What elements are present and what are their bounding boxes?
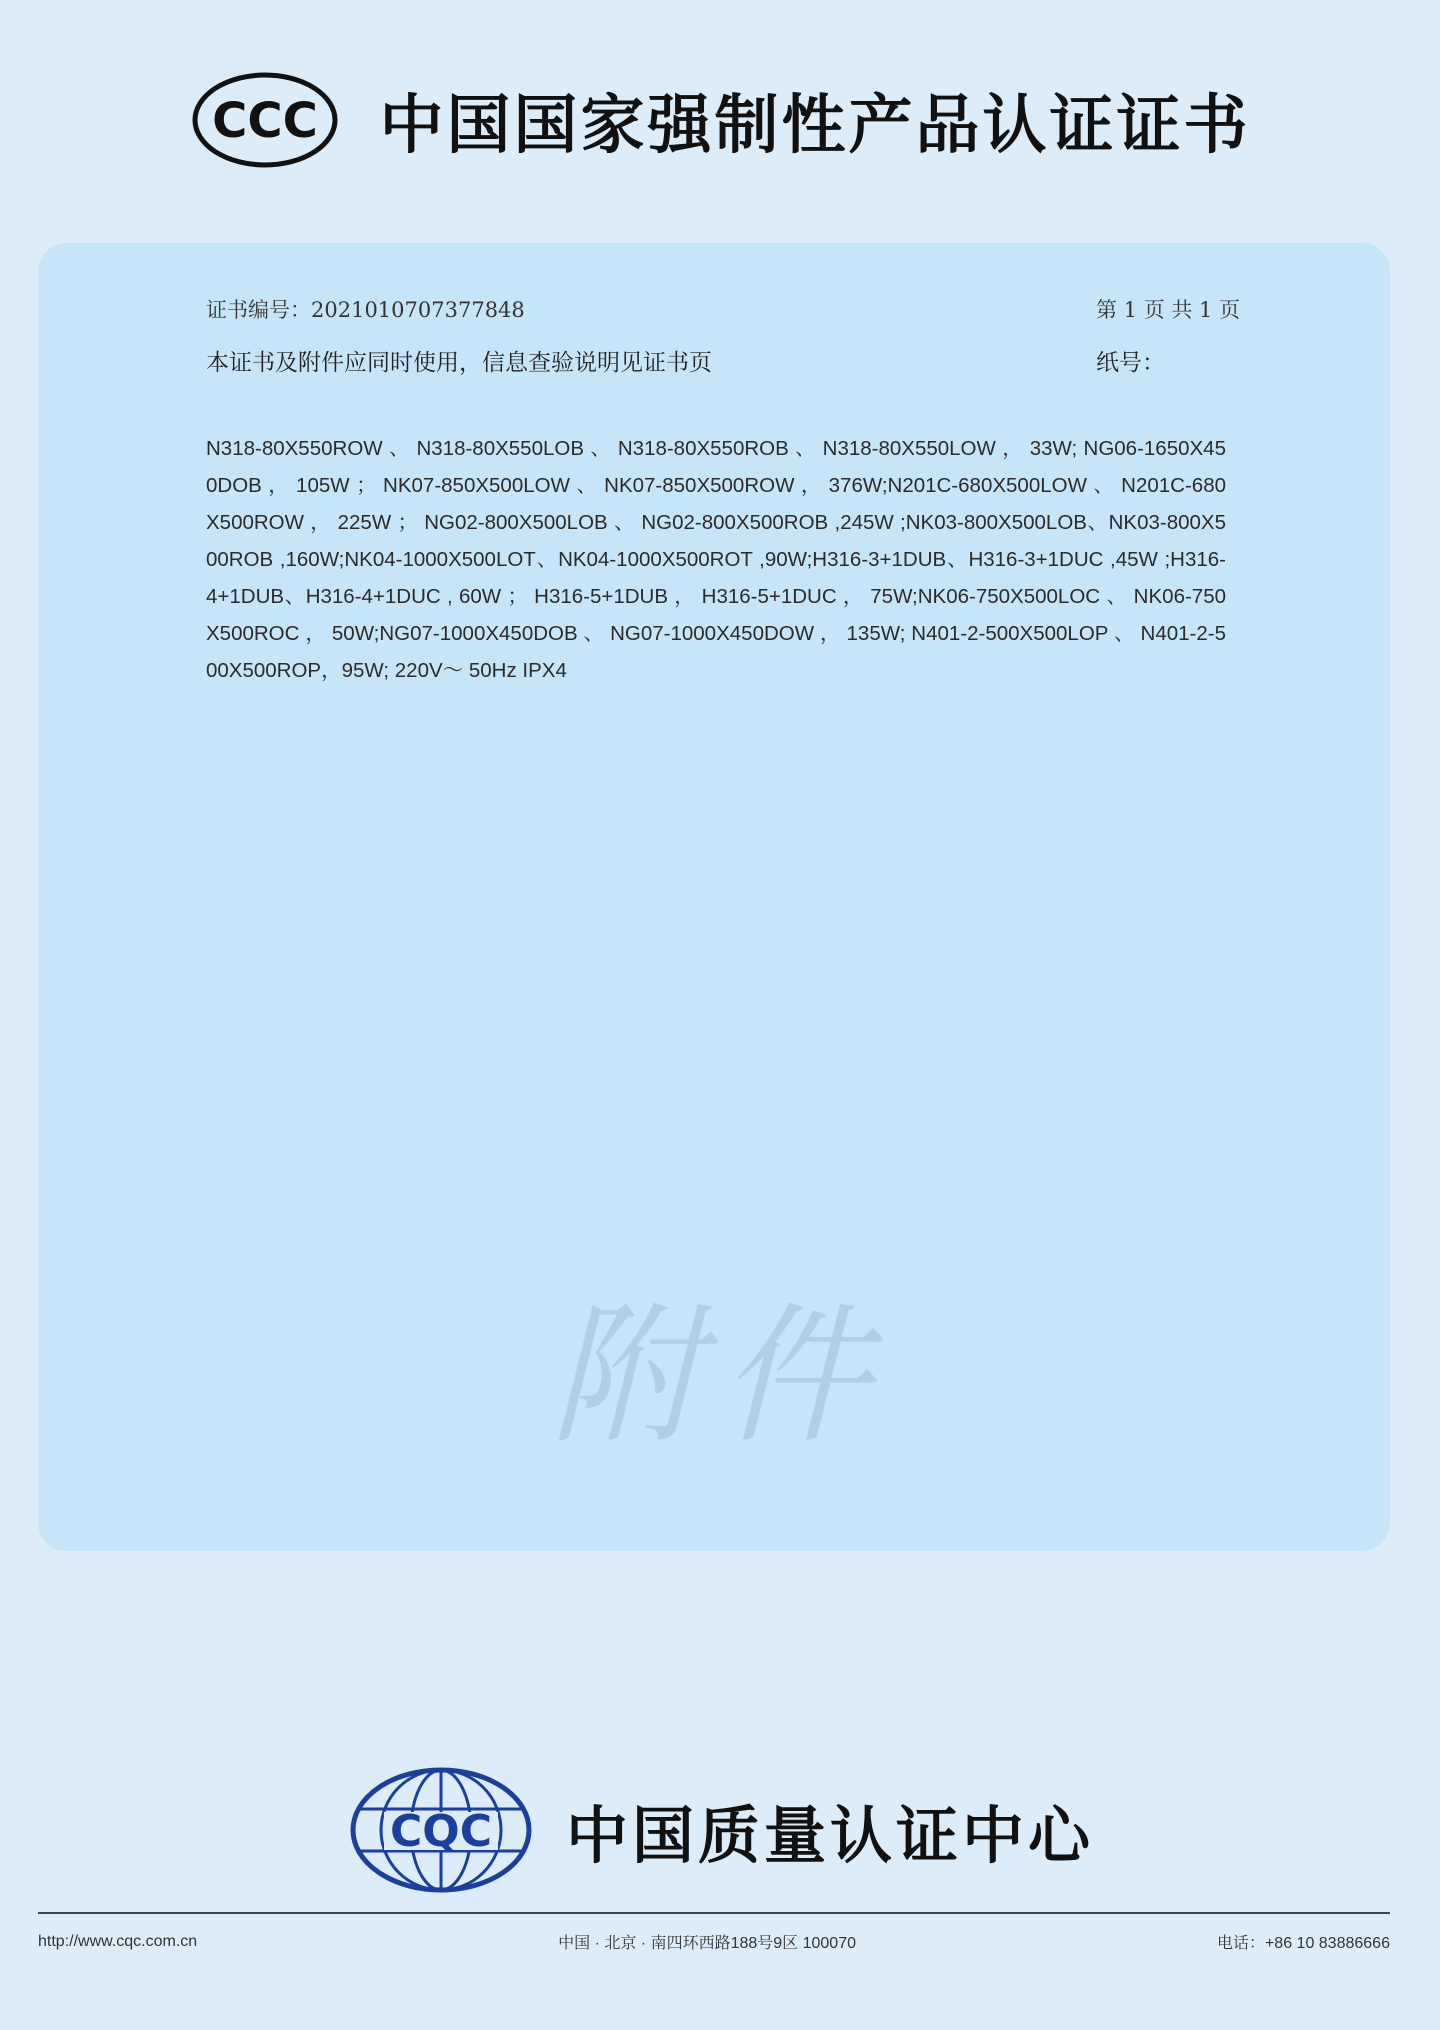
ccc-logo-text: CCC xyxy=(211,93,318,149)
product-model-list: N318-80X550ROW 、 N318-80X550LOB 、 N318-80X550ROB 、 N318-80X550LOW ， 33W; NG06-1650X450DOB ， 105W ； NK07-850X500LOW 、 NK07-850X500ROW ， 376W;N201C-680X500LOW 、 N201C-680X500ROW ， 225W ； NG02-800X500LOB 、 NG02-800X500ROB ,245W ;NK03-800X500LOB、NK03-800X500ROB ,160W;NK04-1000X500LOT、NK04-1000X500ROT ,90W;H316-3+1DUB、H316-3+1DUC ,45W ;H316-4+1DUB、H316-4+1DUC , 60W ； H316-5+1DUB ， H316-5+1DUC ， 75W;NK06-750X500LOC 、 NK06-750X500ROC ， 50W;NG07-1000X450DOB 、 NG07-1000X450DOW ， 135W; N401-2-500X500LOP 、 N401-2-500X500ROP，95W; 220V～ 50Hz IPX4 xyxy=(206,437,1226,682)
attachment-watermark: 附件 xyxy=(549,1290,890,1464)
address: 中国 · 北京 · 南四环西路188号9区 100070 xyxy=(558,1935,856,1952)
footer-contact-info xyxy=(38,1930,1390,1953)
page-indicator: 第 1 页 共 1 页 xyxy=(1096,298,1241,322)
organization-name: 中国质量认证中心 xyxy=(565,1798,1094,1872)
cqc-globe-logo-icon xyxy=(346,1764,536,1896)
certificate-meta-row xyxy=(206,294,1246,324)
footer-divider xyxy=(38,1912,1390,1914)
cqc-branding xyxy=(0,1760,1440,1900)
certificate-notice-row xyxy=(206,344,1246,377)
ccc-logo-icon xyxy=(190,70,340,170)
certificate-title: 中国国家强制性产品认证证书 xyxy=(379,89,1251,163)
paper-number: 纸号： xyxy=(1096,350,1165,376)
usage-notice: 本证书及附件应同时使用，信息查验说明见证书页 xyxy=(206,350,712,376)
certificate-header xyxy=(0,60,1440,180)
cqc-logo-text: CQC xyxy=(389,1806,492,1857)
certificate-number: 证书编号：2021010707377848 xyxy=(206,298,525,322)
phone-number: 电话：+86 10 83886666 xyxy=(1216,1935,1390,1952)
website-link[interactable]: http://www.cqc.com.cn xyxy=(38,1932,198,1950)
